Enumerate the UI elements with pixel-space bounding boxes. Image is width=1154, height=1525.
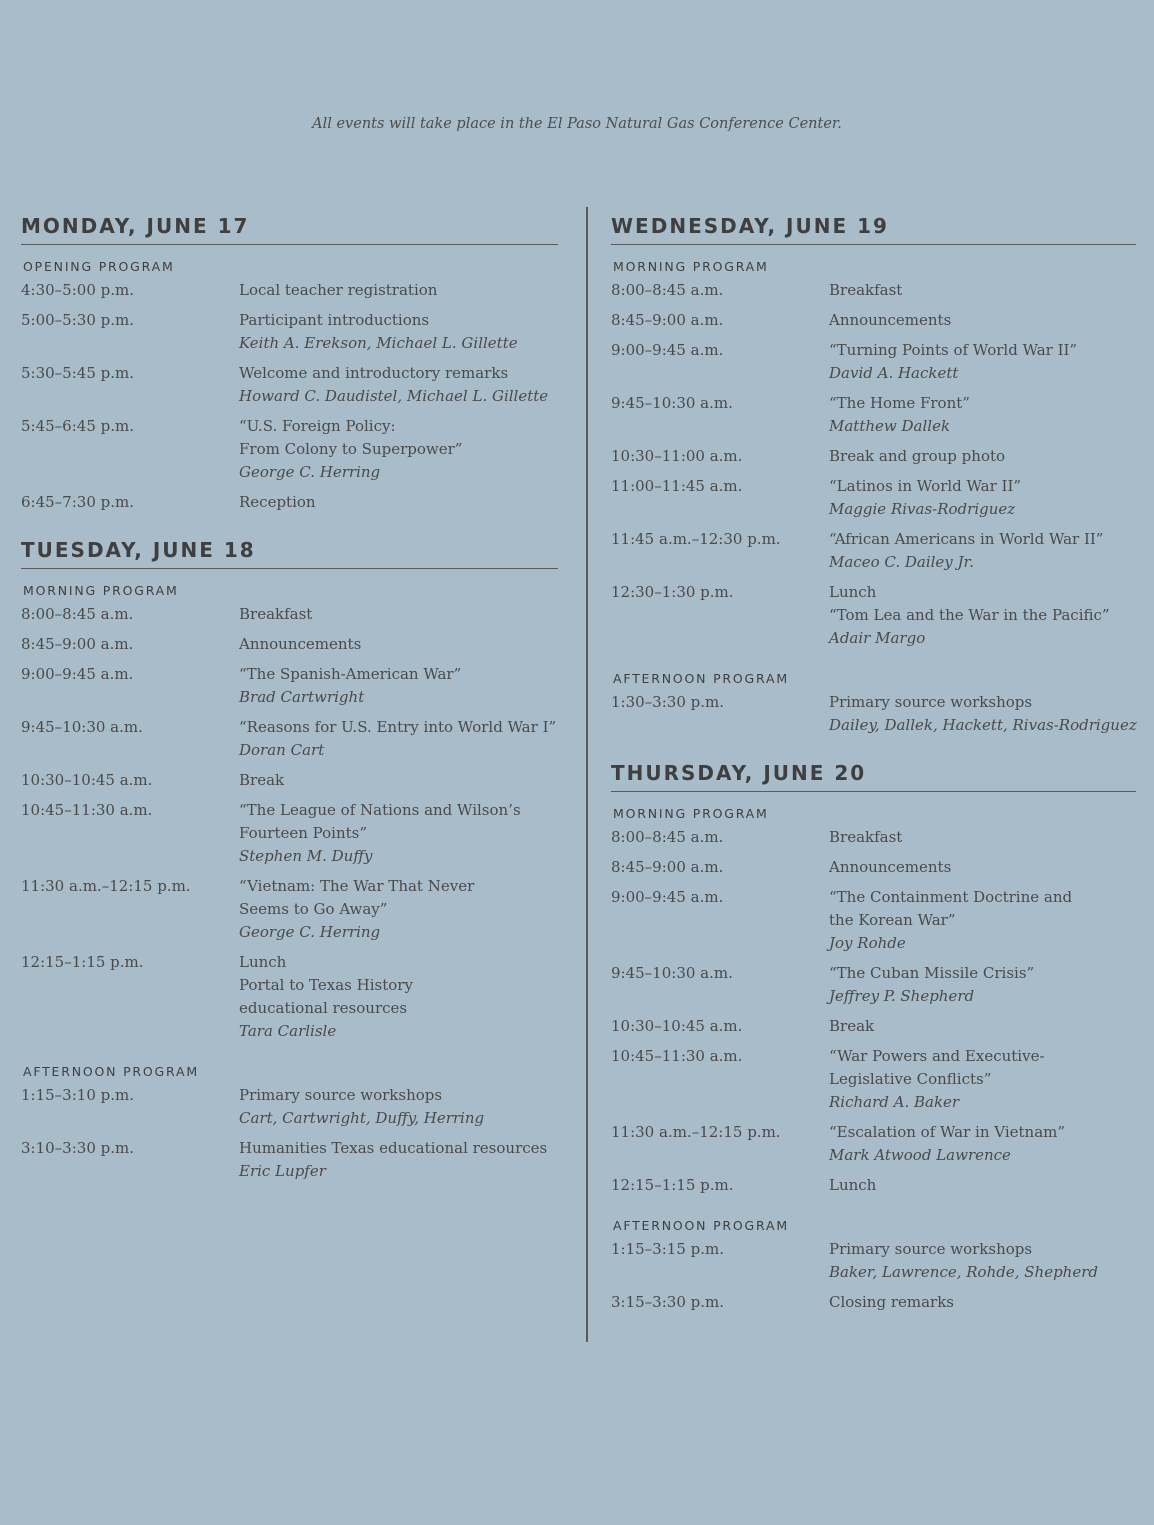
event-time: 10:30–10:45 a.m. xyxy=(611,1017,743,1035)
event-speaker: Howard C. Daudistel, Michael L. Gillette xyxy=(239,387,549,405)
event-time: 4:30–5:00 p.m. xyxy=(21,281,134,299)
schedule-row xyxy=(611,279,1136,302)
event-time: 8:00–8:45 a.m. xyxy=(21,605,134,623)
event-title: “African Americans in World War II” xyxy=(829,530,1104,548)
day-block xyxy=(21,214,558,514)
event-details xyxy=(239,769,558,792)
event-title: “The Containment Doctrine and xyxy=(829,888,1073,906)
event-title: “War Powers and Executive- xyxy=(829,1047,1045,1065)
event-details xyxy=(239,279,558,302)
event-title: Humanities Texas educational resources xyxy=(239,1139,548,1157)
event-time: 3:10–3:30 p.m. xyxy=(21,1139,134,1157)
schedule-row xyxy=(21,415,558,484)
event-time: 11:00–11:45 a.m. xyxy=(611,477,743,495)
event-title: “Tom Lea and the War in the Pacific” xyxy=(829,606,1110,624)
section-title: AFTERNOON PROGRAM xyxy=(613,1218,789,1233)
program-section xyxy=(611,1218,1136,1314)
event-title: Breakfast xyxy=(239,605,313,623)
section-title: MORNING PROGRAM xyxy=(613,259,769,274)
event-speaker: Mark Atwood Lawrence xyxy=(829,1146,1011,1164)
event-details xyxy=(239,951,558,1043)
event-speaker: Maggie Rivas-Rodriguez xyxy=(829,500,1016,518)
event-time: 5:45–6:45 p.m. xyxy=(21,417,134,435)
event-speaker: Jeffrey P. Shepherd xyxy=(829,987,975,1005)
event-time: 11:30 a.m.–12:15 p.m. xyxy=(611,1123,781,1141)
event-time: 5:00–5:30 p.m. xyxy=(21,311,134,329)
event-time: 9:45–10:30 a.m. xyxy=(611,394,733,412)
event-title: “The League of Nations and Wilson’s xyxy=(239,801,521,819)
event-title: Primary source workshops xyxy=(829,1240,1033,1258)
event-time: 11:30 a.m.–12:15 p.m. xyxy=(21,877,191,895)
schedule-row xyxy=(611,886,1136,955)
event-time: 5:30–5:45 p.m. xyxy=(21,364,134,382)
schedule-column-right xyxy=(611,214,1136,1338)
day-block xyxy=(611,761,1136,1314)
event-time: 10:30–10:45 a.m. xyxy=(21,771,153,789)
schedule-row xyxy=(21,716,558,762)
event-speaker: David A. Hackett xyxy=(829,364,959,382)
event-time: 10:30–11:00 a.m. xyxy=(611,447,743,465)
event-time: 1:15–3:10 p.m. xyxy=(21,1086,134,1104)
event-speaker: Tara Carlisle xyxy=(239,1022,337,1040)
event-details xyxy=(829,309,1136,332)
event-details xyxy=(829,962,1136,1008)
schedule-row xyxy=(21,362,558,408)
event-title: Primary source workshops xyxy=(829,693,1033,711)
schedule-row xyxy=(611,856,1136,879)
schedule-row xyxy=(21,1084,558,1130)
event-details xyxy=(829,1045,1136,1114)
event-details xyxy=(829,691,1137,737)
schedule-row xyxy=(21,769,558,792)
event-time: 12:15–1:15 p.m. xyxy=(611,1176,734,1194)
event-time: 10:45–11:30 a.m. xyxy=(611,1047,743,1065)
event-details xyxy=(239,309,558,355)
event-details xyxy=(829,1174,1136,1197)
section-title: OPENING PROGRAM xyxy=(23,259,175,274)
event-title: Breakfast xyxy=(829,281,903,299)
event-speaker: Stephen M. Duffy xyxy=(239,847,373,865)
event-title: Lunch xyxy=(829,583,877,601)
event-time: 10:45–11:30 a.m. xyxy=(21,801,153,819)
event-title: Announcements xyxy=(829,311,952,329)
event-time: 9:45–10:30 a.m. xyxy=(611,964,733,982)
event-title: “Reasons for U.S. Entry into World War I” xyxy=(239,718,557,736)
event-details xyxy=(829,1121,1136,1167)
event-details xyxy=(829,475,1136,521)
event-details xyxy=(239,799,558,868)
event-title: Break and group photo xyxy=(829,447,1006,465)
event-details xyxy=(239,716,558,762)
event-time: 9:00–9:45 a.m. xyxy=(21,665,134,683)
event-title: Seems to Go Away” xyxy=(239,900,388,918)
event-title: Break xyxy=(829,1017,875,1035)
event-details xyxy=(239,1137,558,1183)
schedule-row xyxy=(21,491,558,514)
event-speaker: Matthew Dallek xyxy=(829,417,951,435)
section-title: AFTERNOON PROGRAM xyxy=(613,671,789,686)
event-details xyxy=(829,445,1136,468)
event-time: 1:15–3:15 p.m. xyxy=(611,1240,724,1258)
event-title: Reception xyxy=(239,493,316,511)
event-title: “Latinos in World War II” xyxy=(829,477,1022,495)
schedule-row xyxy=(611,339,1136,385)
day-title: THURSDAY, JUNE 20 xyxy=(611,761,1136,792)
event-title: “Vietnam: The War That Never xyxy=(239,877,475,895)
event-time: 8:45–9:00 a.m. xyxy=(21,635,134,653)
column-divider xyxy=(586,207,588,1342)
schedule-row xyxy=(611,1121,1136,1167)
schedule-row xyxy=(611,1238,1136,1284)
event-title: “Turning Points of World War II” xyxy=(829,341,1078,359)
program-section xyxy=(611,806,1136,1197)
event-details xyxy=(829,392,1136,438)
event-time: 8:00–8:45 a.m. xyxy=(611,828,724,846)
event-time: 1:30–3:30 p.m. xyxy=(611,693,724,711)
event-speaker: Adair Margo xyxy=(829,629,926,647)
day-title: WEDNESDAY, JUNE 19 xyxy=(611,214,1136,245)
event-title: Primary source workshops xyxy=(239,1086,443,1104)
schedule-row xyxy=(21,663,558,709)
event-time: 8:45–9:00 a.m. xyxy=(611,311,724,329)
event-time: 8:00–8:45 a.m. xyxy=(611,281,724,299)
event-title: Closing remarks xyxy=(829,1293,955,1311)
event-speaker: Dailey, Dallek, Hackett, Rivas-Rodriguez xyxy=(829,716,1137,734)
schedule-row xyxy=(611,962,1136,1008)
section-title: AFTERNOON PROGRAM xyxy=(23,1064,199,1079)
schedule-row xyxy=(611,1045,1136,1114)
event-time: 8:45–9:00 a.m. xyxy=(611,858,724,876)
schedule-row xyxy=(611,1015,1136,1038)
schedule-row xyxy=(611,445,1136,468)
event-title: Welcome and introductory remarks xyxy=(239,364,509,382)
event-title: Fourteen Points” xyxy=(239,824,368,842)
event-details xyxy=(829,886,1136,955)
event-title: “U.S. Foreign Policy: xyxy=(239,417,396,435)
section-title: MORNING PROGRAM xyxy=(23,583,179,598)
event-time: 9:00–9:45 a.m. xyxy=(611,888,724,906)
event-details xyxy=(239,633,558,656)
event-time: 9:00–9:45 a.m. xyxy=(611,341,724,359)
event-title: “Escalation of War in Vietnam” xyxy=(829,1123,1066,1141)
schedule-row xyxy=(21,633,558,656)
event-title: the Korean War” xyxy=(829,911,956,929)
event-details xyxy=(829,826,1136,849)
event-details xyxy=(239,362,558,408)
event-speaker: George C. Herring xyxy=(239,923,381,941)
event-title: From Colony to Superpower” xyxy=(239,440,463,458)
schedule-row xyxy=(611,309,1136,332)
event-time: 9:45–10:30 a.m. xyxy=(21,718,143,736)
day-block xyxy=(611,214,1136,737)
schedule-row xyxy=(611,528,1136,574)
event-details xyxy=(829,1238,1136,1284)
event-details xyxy=(829,1291,1136,1314)
event-details xyxy=(829,1015,1136,1038)
program-section xyxy=(21,1064,558,1183)
schedule-row xyxy=(21,279,558,302)
program-section xyxy=(611,671,1136,737)
event-details xyxy=(829,581,1136,650)
event-title: Legislative Conflicts” xyxy=(829,1070,992,1088)
day-title: TUESDAY, JUNE 18 xyxy=(21,538,558,569)
event-speaker: Joy Rohde xyxy=(829,934,906,952)
event-details xyxy=(239,663,558,709)
event-time: 6:45–7:30 p.m. xyxy=(21,493,134,511)
event-title: Breakfast xyxy=(829,828,903,846)
event-title: “The Spanish-American War” xyxy=(239,665,462,683)
day-title: MONDAY, JUNE 17 xyxy=(21,214,558,245)
event-title: Local teacher registration xyxy=(239,281,438,299)
event-details xyxy=(239,415,558,484)
event-time: 3:15–3:30 p.m. xyxy=(611,1293,724,1311)
schedule-row xyxy=(21,799,558,868)
event-speaker: Maceo C. Dailey Jr. xyxy=(829,553,974,571)
event-title: educational resources xyxy=(239,999,408,1017)
schedule-row xyxy=(611,1291,1136,1314)
event-details xyxy=(239,603,558,626)
event-time: 12:30–1:30 p.m. xyxy=(611,583,734,601)
schedule-row xyxy=(21,951,558,1043)
event-speaker: Doran Cart xyxy=(239,741,325,759)
schedule-row xyxy=(21,309,558,355)
event-details xyxy=(829,339,1136,385)
schedule-row xyxy=(21,1137,558,1183)
venue-note: All events will take place in the El Paso Natural Gas Conference Center. xyxy=(312,116,842,132)
event-time: 11:45 a.m.–12:30 p.m. xyxy=(611,530,781,548)
schedule-row xyxy=(611,691,1136,737)
event-speaker: Keith A. Erekson, Michael L. Gillette xyxy=(239,334,518,352)
event-title: “The Home Front” xyxy=(829,394,970,412)
schedule-row xyxy=(611,581,1136,650)
event-speaker: George C. Herring xyxy=(239,463,381,481)
event-details xyxy=(829,279,1136,302)
schedule-row xyxy=(21,603,558,626)
event-details xyxy=(239,1084,558,1130)
event-speaker: Brad Cartwright xyxy=(239,688,365,706)
schedule-row xyxy=(611,392,1136,438)
event-time: 12:15–1:15 p.m. xyxy=(21,953,144,971)
event-title: “The Cuban Missile Crisis” xyxy=(829,964,1035,982)
event-speaker: Richard A. Baker xyxy=(829,1093,960,1111)
day-block xyxy=(21,538,558,1183)
event-title: Announcements xyxy=(239,635,362,653)
event-title: Lunch xyxy=(829,1176,877,1194)
event-speaker: Eric Lupfer xyxy=(239,1162,326,1180)
program-section xyxy=(611,259,1136,650)
section-title: MORNING PROGRAM xyxy=(613,806,769,821)
event-speaker: Cart, Cartwright, Duffy, Herring xyxy=(239,1109,485,1127)
event-details xyxy=(829,528,1136,574)
event-title: Participant introductions xyxy=(239,311,430,329)
schedule-row xyxy=(611,826,1136,849)
event-title: Break xyxy=(239,771,285,789)
event-title: Announcements xyxy=(829,858,952,876)
schedule-row xyxy=(611,1174,1136,1197)
event-speaker: Baker, Lawrence, Rohde, Shepherd xyxy=(829,1263,1098,1281)
event-details xyxy=(239,875,558,944)
schedule-column-left xyxy=(21,214,558,1207)
schedule-row xyxy=(611,475,1136,521)
program-section xyxy=(21,259,558,514)
event-details xyxy=(239,491,558,514)
event-details xyxy=(829,856,1136,879)
event-title: Portal to Texas History xyxy=(239,976,413,994)
schedule-row xyxy=(21,875,558,944)
event-title: Lunch xyxy=(239,953,287,971)
program-section xyxy=(21,583,558,1043)
